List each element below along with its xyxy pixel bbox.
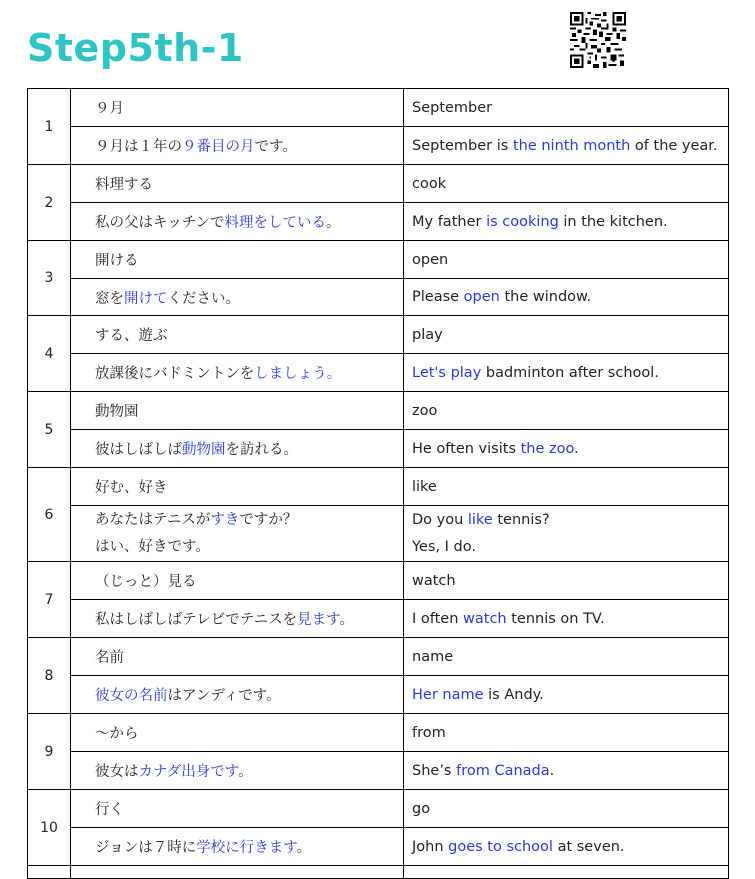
highlighted-phrase: 彼女の名前 [95,688,168,704]
text-segment: September is [412,137,513,154]
item-number: 3 [28,241,71,316]
text-segment: Yes, I do. [412,538,476,555]
text-segment: the window. [499,289,592,305]
sentence-line [95,836,395,857]
sentence-line [95,438,395,459]
text-segment: Please [412,289,464,305]
table-row [28,468,729,506]
highlighted-phrase: like [467,511,493,528]
text-segment: 私はしばしばテレビでテニスを [95,612,298,628]
qr-code-icon [570,12,626,68]
sentence-line [412,138,720,154]
word-english [404,714,729,752]
text-segment: John [412,838,449,855]
sentence-japanese [71,430,404,468]
text-segment: tennis? [492,511,550,528]
table-row [28,392,729,430]
word-japanese [71,241,404,279]
vocabulary-table [27,88,729,879]
sentence-english [404,430,729,468]
vocabulary-table-body [28,89,729,879]
text-segment: Do you [412,511,468,528]
sentence-line [412,214,720,230]
table-row [28,430,729,468]
text-segment: ジョンは７時に [95,840,197,856]
sentence-line [95,211,395,232]
text-segment: 彼はしばしば [95,442,182,458]
sentence-japanese [71,127,404,165]
text-segment: from [412,724,446,741]
sentence-line [95,507,395,534]
highlighted-phrase: 動物園 [182,442,226,458]
text-segment: 窓を [95,290,124,307]
table-row [28,506,729,562]
item-number: 9 [28,714,71,790]
text-segment: . [549,762,555,779]
sentence-english [404,354,729,392]
sentence-japanese [71,828,404,866]
sentence-line [95,760,395,781]
text-segment: He often visits [412,440,521,457]
sentence-english [404,203,729,241]
text-segment: 。 [339,612,354,628]
sentence-japanese [71,600,404,638]
word-english [404,562,729,600]
text-segment: する、遊ぶ [95,328,168,344]
text-segment: です。 [254,139,297,155]
text-segment: 行く [95,802,124,818]
word-english [404,165,729,203]
text-segment: 料理する [95,177,153,193]
sentence-english [404,676,729,714]
sentence-line [412,534,720,561]
table-row [28,828,729,866]
sentence-japanese [71,203,404,241]
item-number: 5 [28,392,71,468]
text-segment: ください。 [167,290,240,307]
text-segment: is Andy. [483,686,544,703]
word-japanese [71,316,404,354]
sentence-japanese [71,752,404,790]
text-segment: 私の父はキッチンで [95,215,225,231]
text-segment: ですか？ [239,511,298,528]
sentence-line [412,687,720,703]
highlighted-phrase: Let's play [412,364,482,381]
text-segment: 動物園 [95,404,139,420]
text-segment: ９月 [95,101,124,117]
word-japanese [71,638,404,676]
sentence-line [412,763,720,779]
sentence-japanese [71,676,404,714]
text-segment: in the kitchen. [558,213,668,230]
text-segment: はい、好きです。 [95,538,210,555]
sentence-line [412,507,720,534]
table-row [28,562,729,600]
highlighted-phrase: 学校に行きます [196,840,297,856]
highlighted-phrase: the zoo [520,440,575,457]
sentence-english [404,752,729,790]
empty-cell [71,866,404,879]
word-japanese [71,714,404,752]
table-row [28,866,729,879]
text-segment: 開ける [95,253,139,269]
sentence-line [412,289,720,305]
highlighted-phrase: しましょう。 [254,366,342,382]
text-segment: I often [412,610,464,627]
highlighted-phrase: 開けて [124,290,168,307]
word-japanese [71,392,404,430]
text-segment: She’s [412,762,457,779]
text-segment: My father [412,213,487,230]
highlighted-phrase: open [463,289,500,305]
table-row [28,127,729,165]
sentence-line [95,135,395,156]
text-segment: 。 [296,840,312,856]
highlighted-phrase: 料理をしている [224,215,326,231]
sentence-english [404,506,729,562]
sentence-line [95,362,395,383]
text-segment: 好む、好き [95,480,168,496]
table-row [28,354,729,392]
word-japanese [71,562,404,600]
highlighted-phrase: カナダ出身です [138,764,239,780]
sentence-line [95,608,395,629]
highlighted-phrase: goes to school [448,838,553,855]
sentence-english [404,828,729,866]
text-segment: 。 [238,764,253,780]
sentence-line [412,611,720,627]
word-english [404,790,729,828]
word-english [404,316,729,354]
item-number: 1 [28,89,71,165]
sentence-line [95,287,395,308]
item-number: 4 [28,316,71,392]
sentence-english [404,279,729,316]
table-row [28,279,729,316]
table-row [28,638,729,676]
text-segment: ～から [95,726,139,742]
text-segment: はアンディです。 [167,688,281,704]
item-number: 8 [28,638,71,714]
text-segment: go [412,800,431,817]
sentence-english [404,600,729,638]
text-segment: play [412,326,443,343]
text-segment: at seven. [552,838,625,855]
text-segment: cook [412,175,447,192]
text-segment: 。 [325,215,341,231]
table-row [28,316,729,354]
table-row [28,600,729,638]
table-row [28,241,729,279]
sentence-line [412,441,720,457]
text-segment: September [412,99,493,116]
item-number: 6 [28,468,71,562]
word-english [404,392,729,430]
text-segment: 放課後にバドミントンを [95,366,255,382]
sentence-english [404,127,729,165]
word-english [404,241,729,279]
text-segment: 名前 [95,650,124,666]
table-row [28,752,729,790]
word-english [404,638,729,676]
text-segment: 彼女は [95,764,139,780]
highlighted-phrase: is cooking [486,213,559,230]
highlighted-phrase: ９番目の月 [182,139,255,155]
page-title: Step5th-1 [27,26,244,70]
sentence-line [95,684,395,705]
text-segment: like [412,478,437,495]
sentence-japanese [71,506,404,562]
text-segment: badminton after school. [481,364,659,381]
text-segment: zoo [412,402,438,419]
text-segment: of the year. [630,137,718,154]
sentence-line [95,534,395,561]
table-row [28,89,729,127]
text-segment: ９月は１年の [95,139,182,155]
text-segment: （じっと）見る [95,574,197,590]
word-japanese [71,468,404,506]
word-japanese [71,165,404,203]
item-number: 2 [28,165,71,241]
text-segment: あなたはテニスが [95,511,211,528]
item-number: 7 [28,562,71,638]
highlighted-phrase: the ninth month [512,137,631,154]
sentence-line [412,365,720,381]
word-japanese [71,89,404,127]
highlighted-phrase: すき [210,511,240,528]
table-row [28,203,729,241]
empty-cell [404,866,729,879]
text-segment: を訪れる。 [225,442,298,458]
word-english [404,468,729,506]
highlighted-phrase: 見ます [297,612,340,628]
word-english [404,89,729,127]
text-segment: name [412,648,454,665]
highlighted-phrase: watch [463,610,507,627]
table-row [28,165,729,203]
empty-cell [28,866,71,879]
text-segment: tennis on TV. [506,610,605,627]
sentence-japanese [71,354,404,392]
text-segment: . [574,440,579,457]
text-segment: watch [412,572,456,589]
item-number: 10 [28,790,71,866]
highlighted-phrase: Her name [412,686,484,703]
sentence-line [412,839,720,855]
table-row [28,790,729,828]
sentence-japanese [71,279,404,316]
word-japanese [71,790,404,828]
highlighted-phrase: from Canada [456,762,550,779]
text-segment: open [412,251,449,268]
table-row [28,676,729,714]
table-row [28,714,729,752]
